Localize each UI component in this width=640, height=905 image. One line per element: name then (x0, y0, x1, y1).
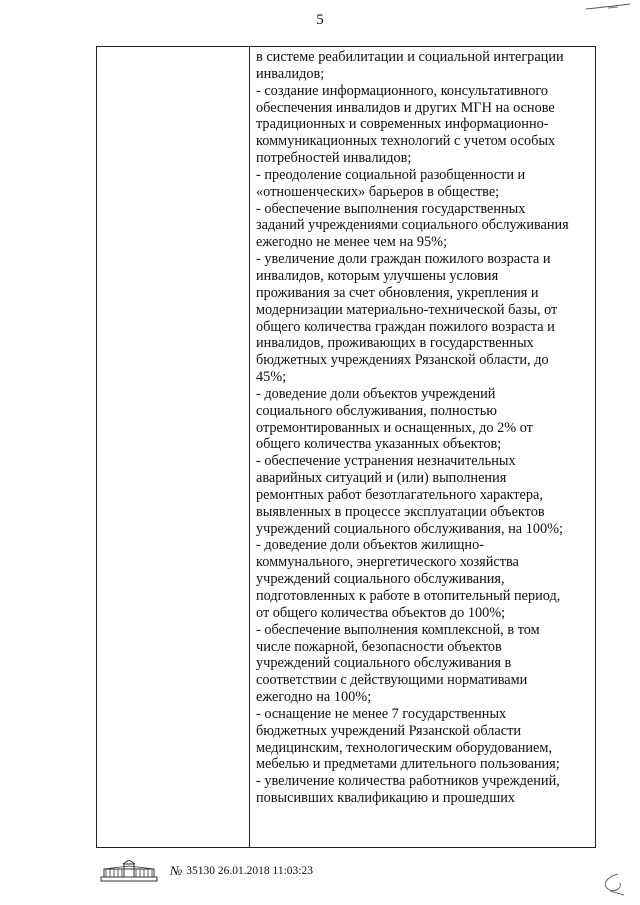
text-line: потребностей инвалидов; (256, 150, 412, 167)
text-line: от общего количества объектов до 100%; (256, 604, 506, 621)
text-line: - увеличение доли граждан пожилого возраста и (256, 251, 551, 268)
text-line: соответствии с действующими нормативами (256, 672, 528, 689)
text-line: - увеличение количества работников учреждений, (256, 773, 560, 790)
text-line: в системе реабилитации и социальной интеграции (256, 49, 564, 65)
text-line: - оснащение не менее 7 государственных (256, 705, 507, 722)
text-line: - доведение доли объектов учреждений (256, 385, 496, 402)
text-line: ежегодно не менее чем на 95%; (256, 234, 448, 251)
handwritten-mark-icon (598, 871, 626, 897)
text-line: общего количества указанных объектов; (256, 436, 502, 453)
text-line: повысивших квалификацию и прошедших (256, 790, 516, 807)
text-line: проживания за счет обновления, укрепления и (256, 284, 539, 301)
page-number: 5 (316, 12, 324, 28)
text-line: - обеспечение выполнения комплексной, в том (256, 621, 540, 638)
text-line: обеспечения инвалидов и других МГН на основе (256, 99, 555, 116)
text-line: подготовленных к работе в отопительный период, (256, 588, 561, 604)
text-line: мебелью и предметами длительного пользования; (256, 756, 560, 773)
text-line: бюджетных учреждений Рязанской области (256, 722, 521, 739)
text-line: аварийных ситуаций и (или) выполнения (256, 470, 507, 487)
text-line: традиционных и современных информационно- (256, 116, 549, 133)
text-line: коммунального, энергетического хозяйства (256, 554, 519, 571)
text-line: - создание информационного, консультативного (256, 82, 549, 99)
document-table (96, 46, 596, 848)
text-line: выявленных в процессе эксплуатации объектов (256, 503, 545, 520)
text-line: 45%; (256, 369, 287, 386)
text-line: заданий учреждениями социального обслуживания (256, 217, 569, 234)
text-line: - преодоление социальной разобщенности и (256, 166, 526, 183)
table-right-cell (250, 47, 595, 847)
corner-scribble-icon (584, 2, 634, 12)
text-line: учреждений социального обслуживания, на 100%; (256, 520, 564, 537)
text-line: учреждений социального обслуживания, (256, 571, 505, 588)
text-line: инвалидов, проживающих в государственных (256, 335, 534, 352)
text-line: коммуникационных технологий с учетом особых (256, 133, 556, 150)
text-line: медицинским, технологическим оборудованием, (256, 739, 553, 756)
document-footer (100, 860, 313, 882)
text-line: инвалидов, которым улучшены условия (256, 267, 499, 284)
registration-stamp-text: 35130 26.01.2018 11:03:23 (186, 865, 313, 877)
text-line: - обеспечение выполнения государственных (256, 200, 526, 217)
text-line: «отношенческих» барьеров в обществе; (256, 183, 500, 200)
text-line: числе пожарной, безопасности объектов (256, 638, 502, 655)
text-line: инвалидов; (256, 65, 325, 82)
text-line: модернизации материально-технической базы, от (256, 301, 558, 318)
text-line: ежегодно на 100%; (256, 689, 372, 706)
text-line: - доведение доли объектов жилищно- (256, 537, 484, 554)
text-line: ремонтных работ безотлагательного характера, (256, 486, 543, 503)
government-building-logo-icon (100, 860, 158, 882)
registration-number-sign: № (170, 863, 183, 878)
text-line: бюджетных учреждениях Рязанской области, до (256, 352, 549, 369)
table-left-cell (97, 47, 250, 847)
text-line: отремонтированных и оснащенных, до 2% от (256, 419, 533, 436)
text-line: - обеспечение устранения незначительных (256, 453, 516, 470)
text-line: учреждений социального обслуживания в (256, 655, 512, 672)
text-line: социального обслуживания, полностью (256, 402, 497, 419)
text-line: общего количества граждан пожилого возраста и (256, 318, 555, 335)
